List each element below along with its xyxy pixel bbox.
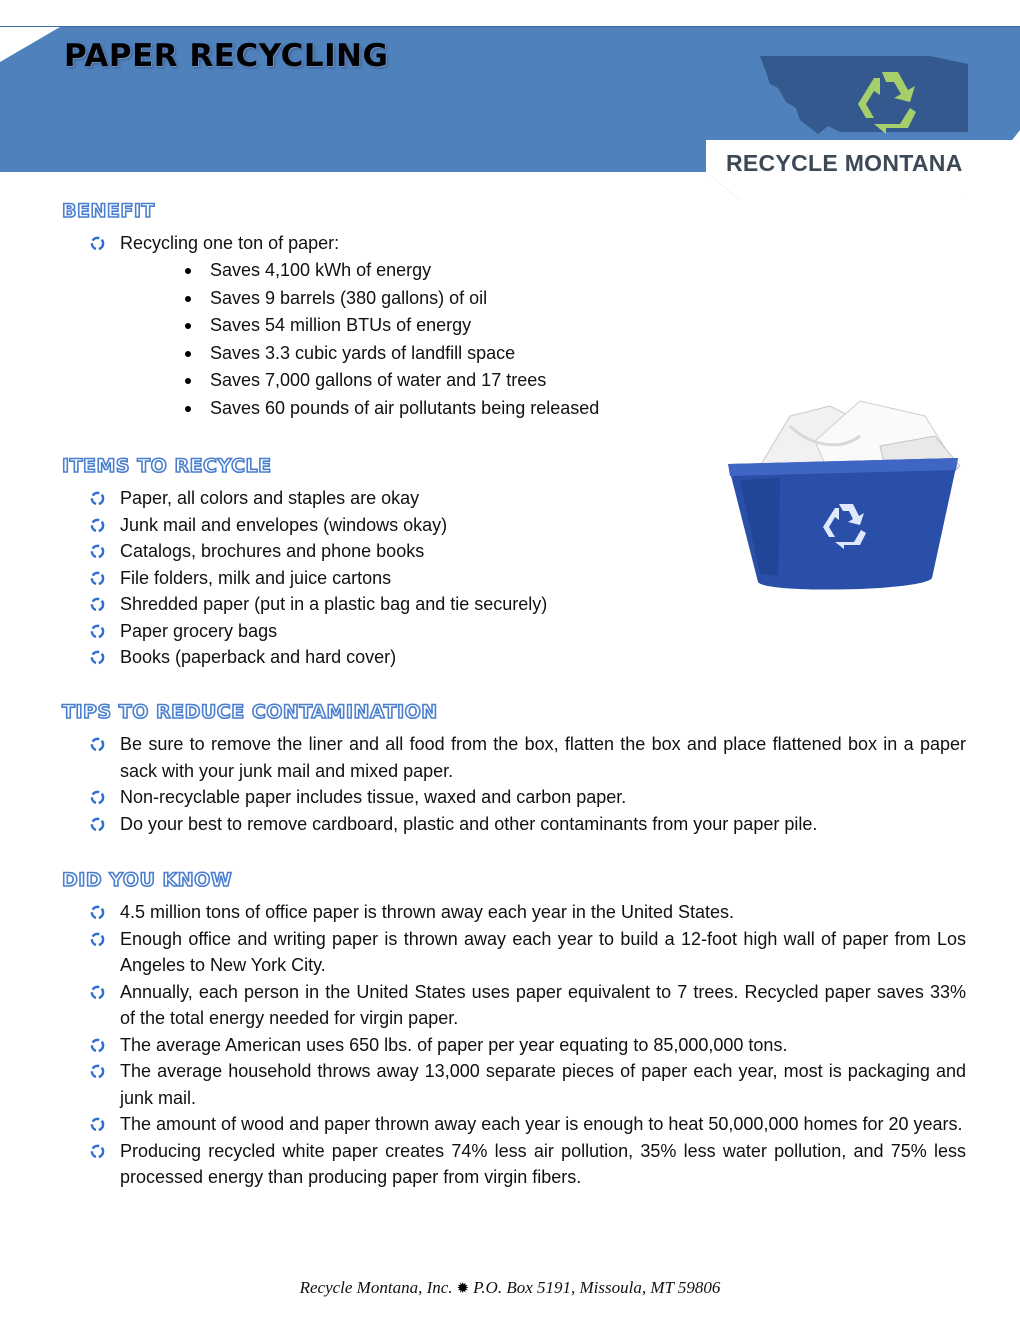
list-item-text: Non-recyclable paper includes tissue, waxed and carbon paper. xyxy=(120,787,627,807)
list-item xyxy=(62,485,702,512)
list-item: Saves 9 barrels (380 gallons) of oil xyxy=(210,285,599,313)
list-item-text: File folders, milk and juice cartons xyxy=(120,567,392,588)
list-item-text: Paper, all colors and staples are okay xyxy=(120,488,420,508)
recycle-bullet-icon xyxy=(90,597,105,612)
list-item-text: The amount of wood and paper thrown away each year is enough to heat 50,000,000 homes for 20 years. xyxy=(120,1114,963,1134)
recycle-bullet-icon xyxy=(90,790,105,805)
list-item xyxy=(62,731,966,784)
list-item xyxy=(62,1138,966,1191)
list-item xyxy=(62,926,966,979)
list-item-text: Paper grocery bags xyxy=(120,620,278,641)
section-title-benefit: BENEFIT xyxy=(62,200,155,222)
recycle-bullet-icon xyxy=(90,1064,105,1079)
page-title: PAPER RECYCLING xyxy=(64,38,389,74)
list-item-text: 4.5 million tons of office paper is thrown away each year in the United States. xyxy=(120,902,735,922)
list-item-text: Enough office and writing paper is thrown away each year to build a 12-foot high wall of paper from Los Angeles to New York City. xyxy=(120,928,966,975)
list-item xyxy=(62,899,966,926)
list-item xyxy=(62,811,966,838)
recycle-bullet-icon xyxy=(90,1038,105,1053)
sun-separator-icon: ✹ xyxy=(456,1281,470,1297)
list-item xyxy=(62,591,702,618)
list-item-text: The average household throws away 13,000 separate pieces of paper each year, most is packaging and junk mail. xyxy=(120,1061,966,1108)
list-item-text: The average American uses 650 lbs. of paper per year equating to 85,000,000 tons. xyxy=(120,1034,788,1055)
list-item xyxy=(62,644,702,671)
list-item: Saves 60 pounds of air pollutants being released xyxy=(210,395,599,423)
list-item xyxy=(62,1032,966,1059)
section-title-tips: TIPS TO REDUCE CONTAMINATION xyxy=(62,701,438,723)
list-item: Saves 54 million BTUs of energy xyxy=(210,312,599,340)
list-item-text: Producing recycled white paper creates 74% less air pollution, 35% less water pollution, and 75% less processed energy than producing paper from virgin fibers. xyxy=(120,1140,966,1187)
list-item xyxy=(62,979,966,1032)
recycle-bullet-icon xyxy=(90,624,105,639)
items-to-recycle-list xyxy=(62,485,702,671)
list-item xyxy=(62,565,702,592)
section-title-did-you-know: DID YOU KNOW xyxy=(62,869,233,891)
header-banner xyxy=(0,0,1020,210)
recycle-bullet-icon xyxy=(90,1117,105,1132)
recycle-bullet-icon xyxy=(90,544,105,559)
benefit-list xyxy=(62,230,966,257)
recycle-bullet-icon xyxy=(90,737,105,752)
footer-address: P.O. Box 5191, Missoula, MT 59806 xyxy=(473,1278,721,1297)
recycle-bullet-icon xyxy=(90,236,105,251)
recycle-bullet-icon xyxy=(90,518,105,533)
list-item-text: Catalogs, brochures and phone books xyxy=(120,541,425,561)
recycle-bullet-icon xyxy=(90,905,105,920)
list-item-text: Junk mail and envelopes (windows okay) xyxy=(120,514,448,535)
list-item: Saves 3.3 cubic yards of landfill space xyxy=(210,340,599,368)
footer-company: Recycle Montana, Inc. xyxy=(299,1278,453,1297)
list-item: Saves 4,100 kWh of energy xyxy=(210,257,599,285)
did-you-know-list xyxy=(62,899,966,1191)
benefit-sublist xyxy=(210,257,599,423)
recycle-bullet-icon xyxy=(90,571,105,586)
list-item xyxy=(62,1058,966,1111)
tips-list xyxy=(62,731,966,837)
recycle-bullet-icon xyxy=(90,985,105,1000)
recycling-bin-image xyxy=(720,396,970,596)
recycle-bullet-icon xyxy=(90,1144,105,1159)
list-item xyxy=(62,512,702,539)
list-item xyxy=(62,230,966,257)
list-item-text: Do your best to remove cardboard, plastic and other contaminants from your paper pile. xyxy=(120,813,818,834)
list-item xyxy=(62,618,702,645)
list-item-text: Be sure to remove the liner and all food from the box, flatten the box and place flattened box in a paper sack with your junk mail and mixed paper. xyxy=(120,734,966,781)
recycle-bullet-icon xyxy=(90,650,105,665)
list-item-text: Shredded paper (put in a plastic bag and tie securely) xyxy=(120,594,548,614)
list-item: Saves 7,000 gallons of water and 17 trees xyxy=(210,367,599,395)
list-item-text: Books (paperback and hard cover) xyxy=(120,647,397,667)
list-item xyxy=(62,784,966,811)
footer xyxy=(0,1278,1020,1298)
list-item-text: Recycling one ton of paper: xyxy=(120,233,340,253)
list-item-text: Annually, each person in the United States uses paper equivalent to 7 trees. Recycled paper saves 33% of the total energy needed for virgin paper. xyxy=(120,981,966,1028)
list-item xyxy=(62,538,702,565)
list-item xyxy=(62,1111,966,1138)
recycle-bullet-icon xyxy=(90,932,105,947)
recycle-bullet-icon xyxy=(90,491,105,506)
logo-text: RECYCLE MONTANA xyxy=(726,150,963,176)
section-title-items-to-recycle: ITEMS TO RECYCLE xyxy=(62,455,272,477)
recycle-bullet-icon xyxy=(90,817,105,832)
